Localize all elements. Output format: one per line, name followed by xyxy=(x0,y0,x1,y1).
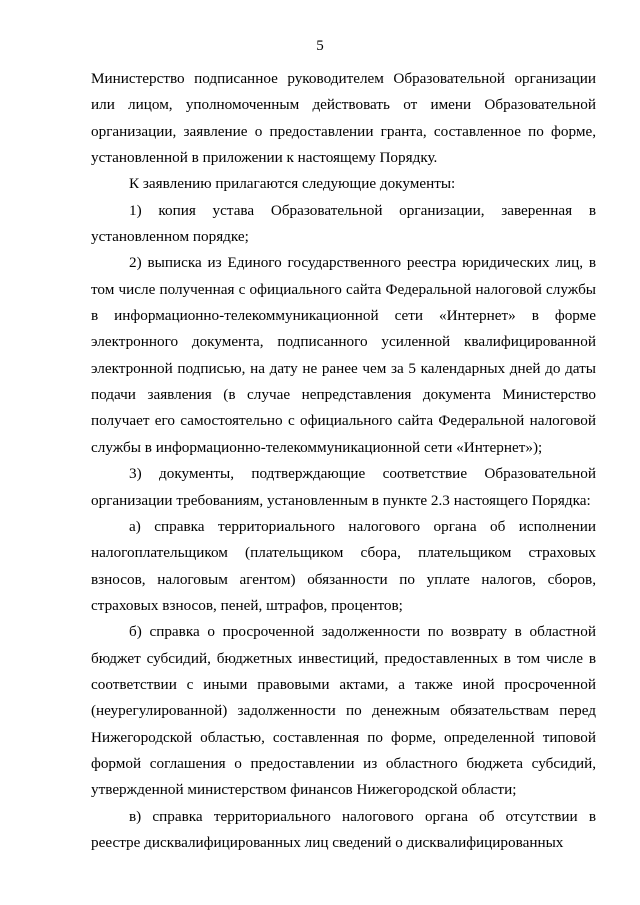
document-body xyxy=(91,66,596,856)
paragraph: К заявлению прилагаются следующие документы: xyxy=(129,175,456,193)
paragraph: в) справка территориального налогового органа об отсутствии в реестре дисквалифицированных лиц сведений о дисквалифицированных xyxy=(91,807,596,851)
paragraph: б) справка о просроченной задолженности по возврату в областной бюджет субсидий, бюджетных инвестиций, предоставленных в том числе в соответствии с иными правовыми актами, а также иной просроченной (неурегулированной) задолженности по денежным обязательствам перед Нижегородской областью, составленная по форме, определенной типовой формой соглашения о предоставлении из областного бюджета субсидий, утвержденной министерством финансов Нижегородской области; xyxy=(91,623,596,799)
paragraph: 2) выписка из Единого государственного реестра юридических лиц, в том числе полученная с официального сайта Федеральной налоговой службы в информационно-телекоммуникационной сети «Интернет» в форме электронного документа, подписанного усиленной квалифицированной электронной подписью, на дату не ранее чем за 5 календарных дней до даты подачи заявления (в случае непредставления документа Министерство получает его самостоятельно с официального сайта Федеральной налоговой службы в информационно-телекоммуникационной сети «Интернет»); xyxy=(91,254,596,456)
page-number: 5 xyxy=(316,38,324,54)
paragraph: Министерство подписанное руководителем Образовательной организации или лицом, уполномоченным действовать от имени Образовательной организации, заявление о предоставлении гранта, составленное по форме, установленной в приложении к настоящему Порядку. xyxy=(91,70,596,167)
paragraph: 1) копия устава Образовательной организации, заверенная в установленном порядке; xyxy=(91,201,596,246)
paragraph: 3) документы, подтверждающие соответствие Образовательной организации требованиям, установленным в пункте 2.3 настоящего Порядка: xyxy=(91,465,596,509)
paragraph: а) справка территориального налогового органа об исполнении налогоплательщиком (плательщиком сбора, плательщиком страховых взносов, налоговым агентом) обязанности по уплате налогов, сборов, страховых взносов, пеней, штрафов, процентов; xyxy=(91,517,596,614)
